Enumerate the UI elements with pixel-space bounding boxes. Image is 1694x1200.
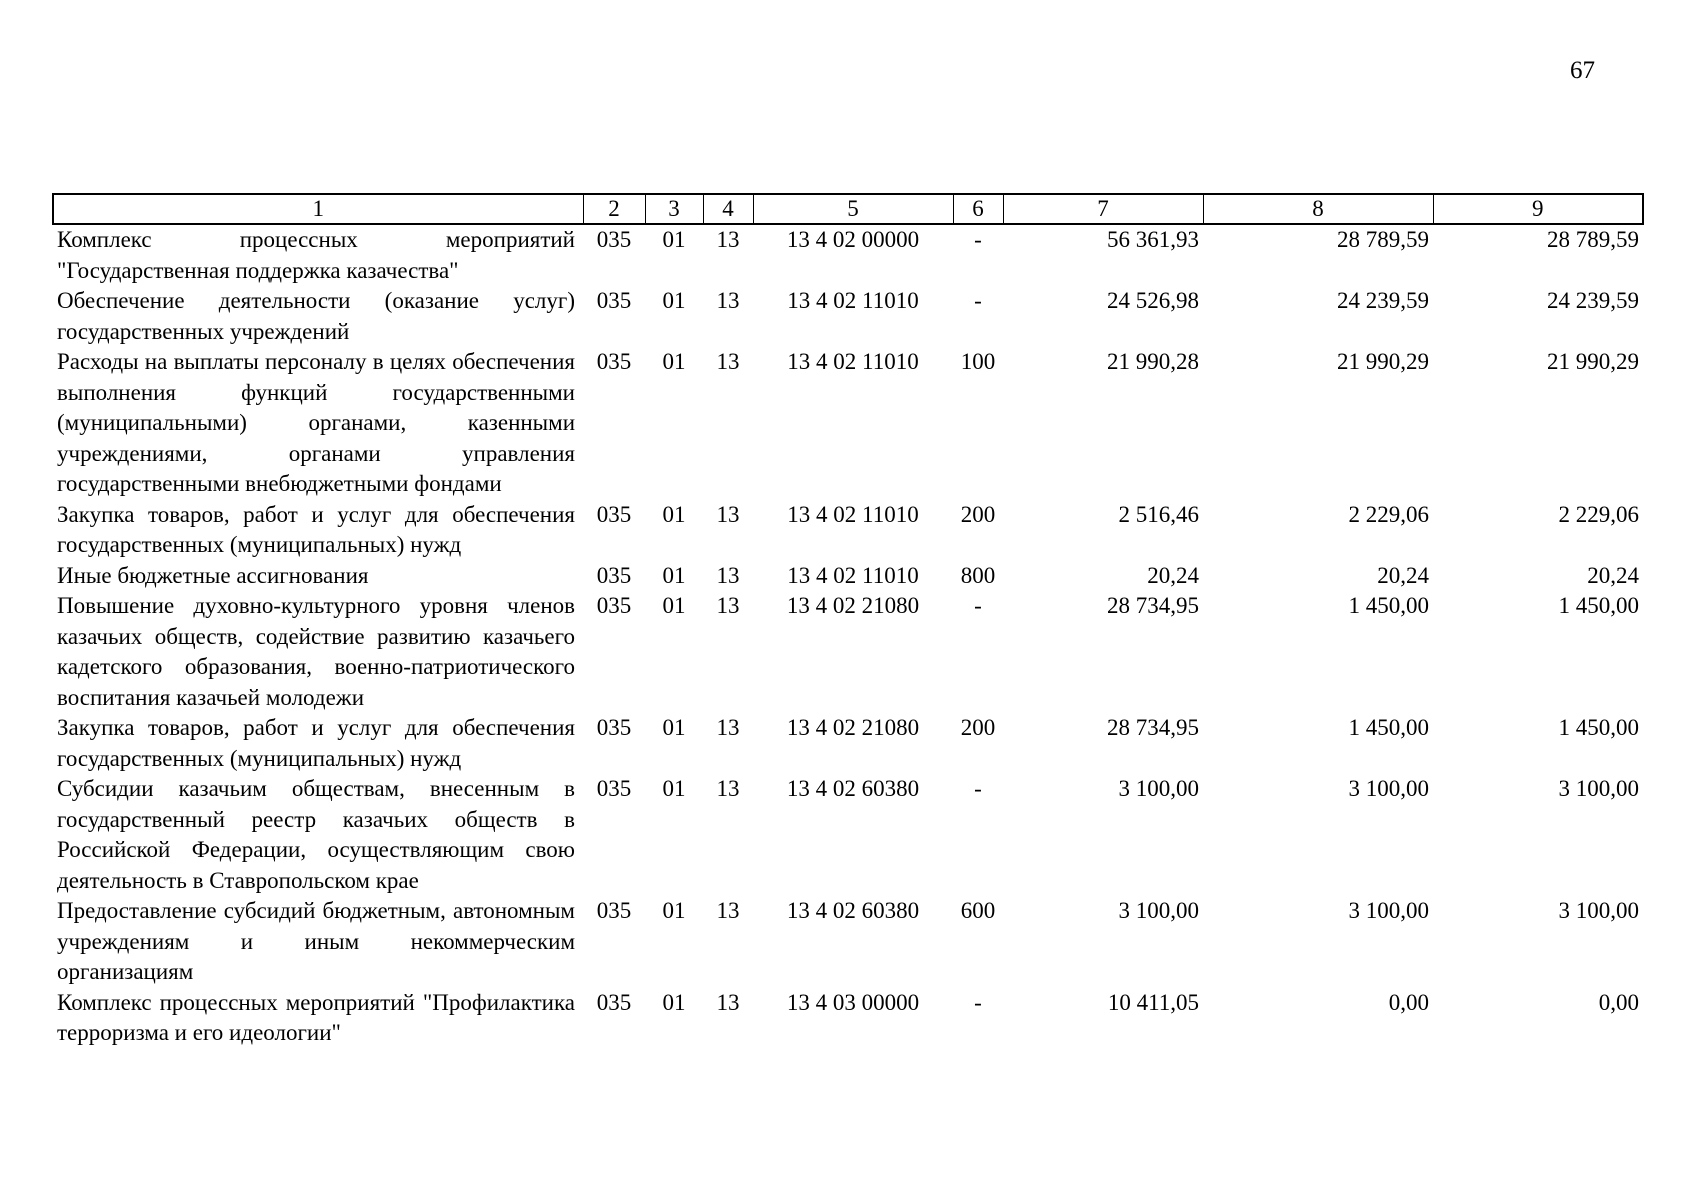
header-cell-1: 1 [53,194,583,224]
header-cell-7: 7 [1003,194,1203,224]
table-row [53,347,1643,500]
row-name: Обеспечение деятельности (оказание услуг) государственных учреждений [57,288,575,344]
header-cell-2: 2 [583,194,645,224]
header-row [53,194,1643,224]
row-name: Иные бюджетные ассигнования [57,562,369,588]
row-col-6: 800 [960,562,996,588]
table-row [53,561,1643,592]
row-col-5: 13 4 02 11010 [787,562,919,588]
header-cell-6: 6 [953,194,1003,224]
row-col-3: 01 [662,501,686,527]
row-col-5: 13 4 02 11010 [787,288,919,313]
table-row [53,286,1643,347]
row-col-5: 13 4 02 60380 [786,776,920,801]
row-col-5: 13 4 02 21080 [786,715,920,740]
row-col-8: 1 450,00 [1348,715,1429,740]
page-number: 67 [1570,57,1595,84]
row-col-8: 2 229,06 [1348,501,1429,527]
row-col-7: 56 361,93 [1107,227,1199,252]
row-col-6: - [974,593,982,618]
row-col-7: 10 411,05 [1107,989,1199,1015]
row-col-7: 20,24 [1147,562,1199,588]
header-cell-8: 8 [1203,194,1433,224]
row-col-3: 01 [662,349,686,374]
row-col-5: 13 4 02 00000 [786,227,920,252]
header-cell-9: 9 [1433,194,1643,224]
row-col-9: 3 100,00 [1558,898,1639,923]
row-col-3: 01 [662,715,686,740]
row-col-6: 200 [960,715,996,740]
row-col-8: 3 100,00 [1348,898,1429,923]
row-col-3: 01 [662,898,686,923]
table-row [53,224,1643,286]
row-col-5: 13 4 03 00000 [786,989,920,1015]
row-col-5: 13 4 02 60380 [786,898,920,923]
row-col-8: 0,00 [1388,989,1429,1015]
row-col-3: 01 [662,562,686,588]
row-col-4: 13 [716,562,740,588]
row-col-4: 13 [716,989,740,1015]
table-row [53,988,1643,1049]
table-body [53,224,1643,1049]
row-name: Комплекс процессных мероприятий "Государственная поддержка казачества" [57,227,575,283]
budget-table [52,193,1644,1049]
row-col-8: 28 789,59 [1337,227,1429,252]
header-cell-5: 5 [753,194,953,224]
row-col-9: 20,24 [1587,562,1639,588]
row-col-9: 2 229,06 [1558,501,1639,527]
row-col-4: 13 [716,227,740,252]
row-col-9: 24 239,59 [1547,288,1639,313]
row-col-4: 13 [716,715,740,740]
row-col-2: 035 [596,227,632,252]
budget-table-container [52,193,1642,1049]
row-col-7: 3 100,00 [1118,776,1199,801]
row-col-5: 13 4 02 11010 [787,501,919,527]
row-col-6: 100 [960,349,996,374]
row-col-3: 01 [662,593,686,618]
row-col-6: 600 [960,898,996,923]
row-name: Субсидии казачьим обществам, внесенным в государственный реестр казачьих обществ в Российской Федерации, осуществляющим свою деятельность в Ставропольском крае [57,776,575,893]
table-row [53,774,1643,896]
row-col-6: - [974,288,982,313]
row-col-6: - [974,989,982,1015]
row-col-8: 1 450,00 [1348,593,1429,618]
row-col-3: 01 [662,776,686,801]
row-col-8: 21 990,29 [1337,349,1429,374]
table-row [53,500,1643,561]
row-col-2: 035 [596,715,632,740]
row-col-7: 3 100,00 [1118,898,1199,923]
row-col-8: 20,24 [1377,562,1429,588]
row-col-2: 035 [596,593,632,618]
row-col-6: 200 [960,501,996,527]
row-name: Повышение духовно-культурного уровня членов казачьих обществ, содействие развитию казачьего кадетского образования, военно-патриотического воспитания казачьей молодежи [57,593,575,710]
row-name: Закупка товаров, работ и услуг для обеспечения государственных (муниципальных) нужд [57,715,575,771]
row-col-7: 21 990,28 [1107,349,1199,374]
table-header [53,194,1643,224]
row-name: Комплекс процессных мероприятий "Профилактика терроризма и его идеологии" [57,989,575,1045]
row-col-9: 21 990,29 [1547,349,1639,374]
row-col-3: 01 [662,227,686,252]
row-col-8: 24 239,59 [1337,288,1429,313]
row-col-2: 035 [596,776,632,801]
row-col-9: 1 450,00 [1558,593,1639,618]
row-col-2: 035 [596,898,632,923]
row-col-3: 01 [662,288,686,313]
row-col-5: 13 4 02 21080 [786,593,920,618]
row-col-4: 13 [716,501,740,527]
row-col-6: - [974,776,982,801]
header-cell-3: 3 [645,194,703,224]
row-col-9: 1 450,00 [1558,715,1639,740]
row-col-2: 035 [596,288,632,313]
row-col-7: 24 526,98 [1107,288,1199,313]
row-col-7: 2 516,46 [1118,501,1199,527]
row-name: Закупка товаров, работ и услуг для обеспечения государственных (муниципальных) нужд [57,501,575,557]
row-col-2: 035 [596,989,632,1015]
row-col-4: 13 [716,593,740,618]
row-col-7: 28 734,95 [1107,593,1199,618]
row-col-8: 3 100,00 [1348,776,1429,801]
row-col-9: 28 789,59 [1547,227,1639,252]
row-col-7: 28 734,95 [1107,715,1199,740]
table-row [53,713,1643,774]
row-col-9: 0,00 [1598,989,1639,1015]
row-col-4: 13 [716,776,740,801]
table-row [53,896,1643,988]
row-col-6: - [974,227,982,252]
row-name: Предоставление субсидий бюджетным, автономным учреждениям и иным некоммерческим организациям [57,898,575,984]
row-col-4: 13 [716,349,740,374]
row-col-2: 035 [596,562,632,588]
row-col-3: 01 [662,989,686,1015]
row-col-5: 13 4 02 11010 [787,349,919,374]
header-cell-4: 4 [703,194,753,224]
row-col-2: 035 [596,501,632,527]
row-col-2: 035 [596,349,632,374]
row-col-4: 13 [716,288,740,313]
row-name: Расходы на выплаты персоналу в целях обеспечения выполнения функций государственными (муниципальными) органами, казенными учреждениями, органами управления государственными внебюджетными фондами [57,349,575,496]
row-col-4: 13 [716,898,740,923]
row-col-9: 3 100,00 [1558,776,1639,801]
table-row [53,591,1643,713]
